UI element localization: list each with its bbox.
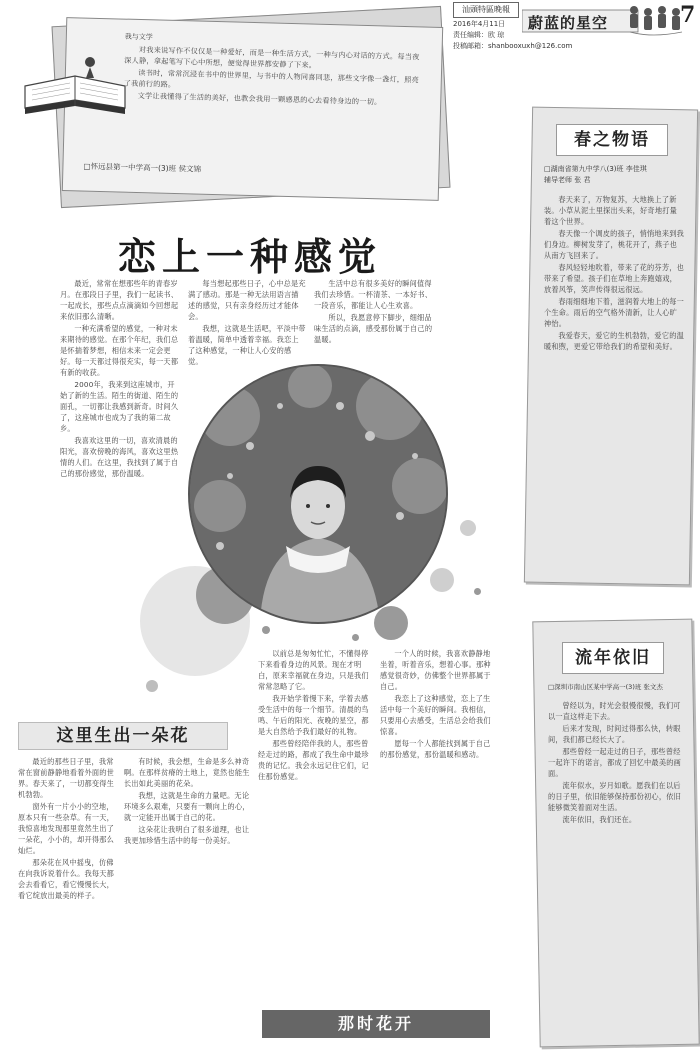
decor-circle bbox=[430, 568, 454, 592]
sidebar-paragraph: 后来才发现，时间过得那么快，转眼间，我们都已经长大了。 bbox=[548, 724, 681, 744]
open-book-icon bbox=[20, 48, 130, 128]
article-paragraph: 那些曾经陪伴我的人，那些曾经走过的路，都成了我生命中最珍贵的记忆。我会永远记住它们，记住那份感觉。 bbox=[258, 739, 369, 781]
main-article-lower-col2 bbox=[380, 648, 492, 998]
sidebar-spring-byline: □湖南省第九中学八(3)班 李佳琪 辅导老师 张 君 bbox=[544, 165, 647, 184]
sidebar-years-byline: □深圳市南山区某中学高一(3)班 张文杰 bbox=[548, 683, 663, 691]
author-portrait bbox=[188, 364, 448, 624]
sidebar-paragraph: 流年依旧，我们还在。 bbox=[562, 815, 637, 824]
article-paragraph: 2000年，我来到这座城市，开始了新的生活。陌生的街道、陌生的面孔，一切都让我感到新奇。时间久了，这座城市也成为了我的第二故乡。 bbox=[60, 380, 179, 433]
decor-circle bbox=[374, 606, 408, 640]
preface-byline: □怀远县第一中学高一(3)班 侯文锦 bbox=[83, 161, 202, 174]
sidebar-spring-body bbox=[544, 194, 684, 574]
sidebar-paragraph: 春雨细细地下着，滋润着大地上的每一个生命。雨后的空气格外清新，让人心旷神怡。 bbox=[544, 297, 684, 328]
main-article-lower-col1 bbox=[258, 648, 372, 998]
sidebar-paragraph: 春风轻轻地吹着，带来了花的芬芳，也带来了希望。孩子们在草地上奔跑嬉戏，放着风筝，笑声传得很远很远。 bbox=[544, 263, 684, 294]
author-label-bar: 那时花开 bbox=[262, 1010, 490, 1038]
portrait-illustration bbox=[190, 366, 446, 622]
submission-email: 投稿邮箱：shanbooxuxh@126.com bbox=[453, 42, 573, 50]
preface-paragraph: 对我来说写作不仅仅是一种爱好，而是一种生活方式，一种与内心对话的方式。每当夜深人静，拿起笔写下心中所想，便觉得世界都安静了下来。 bbox=[124, 45, 420, 70]
article-paragraph: 我想，这就是生活吧，平淡中带着温暖，简单中透着幸福。我恋上了这种感觉，一种让人心安的感觉。 bbox=[188, 324, 306, 366]
article-paragraph: 愿每一个人都能找到属于自己的那份感觉，那份温暖和感动。 bbox=[380, 739, 491, 759]
article-paragraph: 我恋上了这种感觉，恋上了生活中每一个美好的瞬间。我相信，只要用心去感受，生活总会给我们惊喜。 bbox=[380, 694, 491, 736]
article-paragraph: 最近的那些日子里，我常常在窗前静静地看着外面的世界。春天来了，一切都变得生机勃勃。 bbox=[18, 757, 115, 799]
decor-dot bbox=[352, 634, 359, 641]
preface-heading: 我与文学 bbox=[124, 32, 153, 42]
main-article-col3 bbox=[314, 278, 434, 378]
sidebar-paragraph: 流年似水，岁月如歌。愿我们在以后的日子里，依旧能够保持那份初心，依旧能够微笑着面对生活。 bbox=[548, 781, 681, 812]
article-paragraph: 这朵花让我明白了很多道理，也让我更加珍惜生活中的每一份美好。 bbox=[124, 825, 250, 845]
sidebar-paragraph: 春天来了，万物复苏，大地换上了新装。小草从泥土里探出头来，好奇地打量着这个世界。 bbox=[544, 195, 677, 226]
page-number: 7 bbox=[680, 2, 696, 28]
article-paragraph: 窗外有一片小小的空地，原本只有一些杂草。有一天，我惊喜地发现那里竟然生出了一朵花，小小的，却开得那么灿烂。 bbox=[18, 802, 115, 855]
decor-dot bbox=[262, 626, 270, 634]
masthead-logo: 汕頭特區晚報 bbox=[453, 2, 519, 18]
section-banner bbox=[522, 2, 698, 42]
article-paragraph: 一个人的时候，我喜欢静静地坐着，听着音乐，想着心事。那种感觉很奇妙，仿佛整个世界都属于自己。 bbox=[380, 649, 491, 691]
decor-circle bbox=[146, 680, 158, 692]
preface-paragraph: 读书时，常常沉浸在书中的世界里，与书中的人物同喜同悲，那些文字像一盏灯，照亮了我前行的路。 bbox=[123, 67, 420, 89]
article-paragraph: 我想，这就是生命的力量吧。无论环境多么艰难，只要有一颗向上的心，就一定能开出属于自己的花。 bbox=[124, 791, 250, 822]
decor-circle bbox=[460, 520, 476, 536]
flower-article-col1 bbox=[18, 756, 118, 1048]
responsible-editor: 责任编辑：欧 琼 bbox=[453, 31, 505, 39]
article-paragraph: 最近，常常在想那些年的青春岁月。在那段日子里，我们一起读书、一起成长，那些点点滴滴如今回想起来依旧那么清晰。 bbox=[60, 279, 179, 321]
article-paragraph: 我开始学着慢下来，学着去感受生活中的每一个细节。清晨的鸟鸣、午后的阳光、夜晚的星空，都是大自然给予我们最好的礼物。 bbox=[258, 694, 369, 736]
sidebar-paragraph: 我爱春天，爱它的生机勃勃，爱它的温暖和煦，更爱它带给我们的希望和美好。 bbox=[544, 331, 684, 351]
preface-paragraph: 文学让我懂得了生活的美好，也教会我用一颗感恩的心去看待身边的一切。 bbox=[137, 90, 382, 107]
sidebar-years-body bbox=[548, 700, 684, 1038]
article-paragraph: 那朵花在风中摇曳，仿佛在向我诉说着什么。我每天都会去看看它，看它慢慢长大，看它绽放出最美的样子。 bbox=[18, 858, 115, 900]
section-title: 蔚蓝的星空 bbox=[528, 14, 609, 32]
sidebar-paragraph: 曾经以为，时光会很慢很慢，我们可以一直这样走下去。 bbox=[548, 701, 681, 721]
sidebar-paragraph: 那些曾经一起走过的日子，那些曾经一起许下的诺言，都成了回忆中最美的画面。 bbox=[548, 747, 681, 778]
preface-body bbox=[123, 44, 424, 110]
sidebar-paragraph: 春天像一个调皮的孩子，悄悄地来到我们身边。柳树发芽了，桃花开了，燕子也从南方飞回来了。 bbox=[544, 229, 684, 260]
article-paragraph: 所以，我愿意停下脚步，细细品味生活的点滴，感受那份属于自己的温暖。 bbox=[314, 313, 433, 344]
flower-article-title: 这里生出一朵花 bbox=[18, 722, 228, 750]
article-paragraph: 以前总是匆匆忙忙，不懂得停下来看看身边的风景。现在才明白，原来幸福就在身边，只是我们常常忽略了它。 bbox=[258, 649, 369, 691]
article-paragraph: 我喜欢这里的一切，喜欢清晨的阳光，喜欢傍晚的海风，喜欢这里热情的人们。在这里，我找到了属于自己的那份感觉，那份温暖。 bbox=[60, 436, 179, 478]
main-article-col2 bbox=[188, 278, 306, 378]
decor-dot bbox=[474, 588, 481, 595]
article-paragraph: 有时候，我会想，生命是多么神奇啊。在那样贫瘠的土地上，竟然也能生长出如此美丽的花朵。 bbox=[124, 757, 250, 788]
article-paragraph: 一种充满希望的感觉，一种对未来期待的感觉。在那个年纪，我们总是怀揣着梦想，相信未来一定会更好。每一天都过得很充实，每一天都有新的收获。 bbox=[60, 324, 179, 377]
flower-article-col2 bbox=[124, 756, 250, 1048]
article-paragraph: 每当想起那些日子，心中总是充满了感动。那是一种无法用语言描述的感觉，只有亲身经历过才能体会。 bbox=[188, 279, 306, 321]
main-article-title: 恋上一种感觉 bbox=[118, 235, 383, 279]
issue-date: 2016年4月11日 bbox=[453, 20, 506, 28]
sidebar-spring-title: 春之物语 bbox=[556, 124, 668, 156]
sidebar-years-title: 流年依旧 bbox=[562, 642, 664, 674]
article-paragraph: 生活中总有很多美好的瞬间值得我们去珍惜。一杯清茶、一本好书、一段音乐，都能让人心生欢喜。 bbox=[314, 279, 433, 310]
